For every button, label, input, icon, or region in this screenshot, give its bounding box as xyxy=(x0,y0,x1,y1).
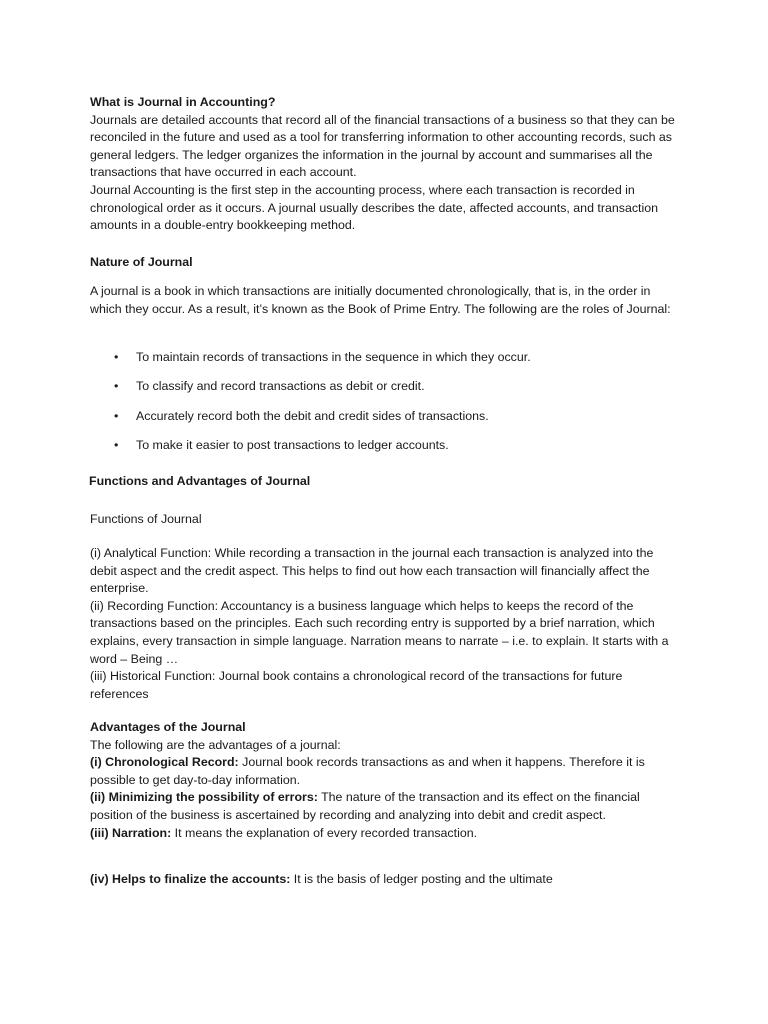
bullet-item xyxy=(90,437,680,466)
intro-heading: What is Journal in Accounting? xyxy=(90,95,276,109)
advantages-heading: Advantages of the Journal xyxy=(90,720,246,734)
intro-paragraph-1: Journals are detailed accounts that record all of the financial transactions of a business so that they can be reconciled in the future and used as a tool for transferring information to other accounting records, such as general ledgers. The ledger organizes the information in the journal by account and summarises all the transactions that have occurred in each account. xyxy=(90,112,675,180)
advantage-label: (iv) Helps to finalize the accounts: xyxy=(90,872,291,886)
advantages-intro: The following are the advantages of a journal: xyxy=(90,737,341,752)
functions-heading: Functions and Advantages of Journal xyxy=(89,474,311,488)
advantage-label: (iii) Narration: xyxy=(90,825,172,840)
bullet-item xyxy=(90,408,680,437)
functions-subheading: Functions of Journal xyxy=(90,512,202,526)
advantage-item xyxy=(90,754,680,789)
advantage-label: (ii) Minimizing the possibility of errors: xyxy=(90,790,318,805)
bullet-text: To classify and record transactions as debit or credit. xyxy=(136,379,425,394)
bullet-item xyxy=(90,349,680,378)
nature-paragraph: A journal is a book in which transactions are initially documented chronologically, that is, in the order in which they occur. As a result, it’s known as the Book of Prime Entry. The following are the roles of Journal: xyxy=(90,284,671,316)
intro-paragraph-2: Journal Accounting is the first step in the accounting process, where each transaction is recorded in chronological order as it occurs. A journal usually describes the date, affected accounts, and transaction amounts in a double-entry bookkeeping method. xyxy=(90,182,659,233)
advantage-text: Journal book records transactions as and when it happens. Therefore it is possible to get day-to-day information. xyxy=(90,755,645,787)
advantage-label: (i) Chronological Record: xyxy=(90,755,239,770)
advantages-section xyxy=(90,719,680,842)
advantage-text: The nature of the transaction and its effect on the financial position of the business is ascertained by recording and analyzing into debit and credit aspect. xyxy=(90,790,640,822)
advantage-item xyxy=(90,789,680,824)
bullet-icon: • xyxy=(114,408,119,423)
bullet-icon: • xyxy=(114,438,119,453)
advantage-text: It means the explanation of every recorded transaction. xyxy=(171,825,478,840)
advantage-item xyxy=(90,825,680,843)
intro-section xyxy=(90,94,680,235)
function-item-historical: (iii) Historical Function: Journal book contains a chronological record of the transactions for future references xyxy=(90,669,623,701)
nature-heading: Nature of Journal xyxy=(90,255,193,269)
bullet-text: To maintain records of transactions in the sequence in which they occur. xyxy=(136,350,531,364)
functions-list xyxy=(90,545,680,703)
function-item-analytical: (i) Analytical Function: While recording a transaction in the journal each transaction is analyzed into the debit aspect and the credit aspect. This helps to find out how each transaction will financially affect the enterprise. xyxy=(90,546,654,596)
bullet-text: Accurately record both the debit and credit sides of transactions. xyxy=(136,408,489,423)
bullet-text: To make it easier to post transactions to ledger accounts. xyxy=(136,438,449,453)
advantage-text: It is the basis of ledger posting and the ultimate xyxy=(290,872,553,886)
nature-bullet-list xyxy=(90,349,680,467)
bullet-icon: • xyxy=(114,379,119,394)
function-item-recording: (ii) Recording Function: Accountancy is a business language which helps to keeps the record of the transactions based on the principles. Each such recording entry is supported by a brief narration, which explains, every transaction in simple language. Narration means to narrate – i.e. to explain. It starts with a word – Being … xyxy=(90,598,669,666)
bullet-item xyxy=(90,378,680,407)
advantage-item xyxy=(90,871,680,889)
bullet-icon: • xyxy=(114,350,119,364)
